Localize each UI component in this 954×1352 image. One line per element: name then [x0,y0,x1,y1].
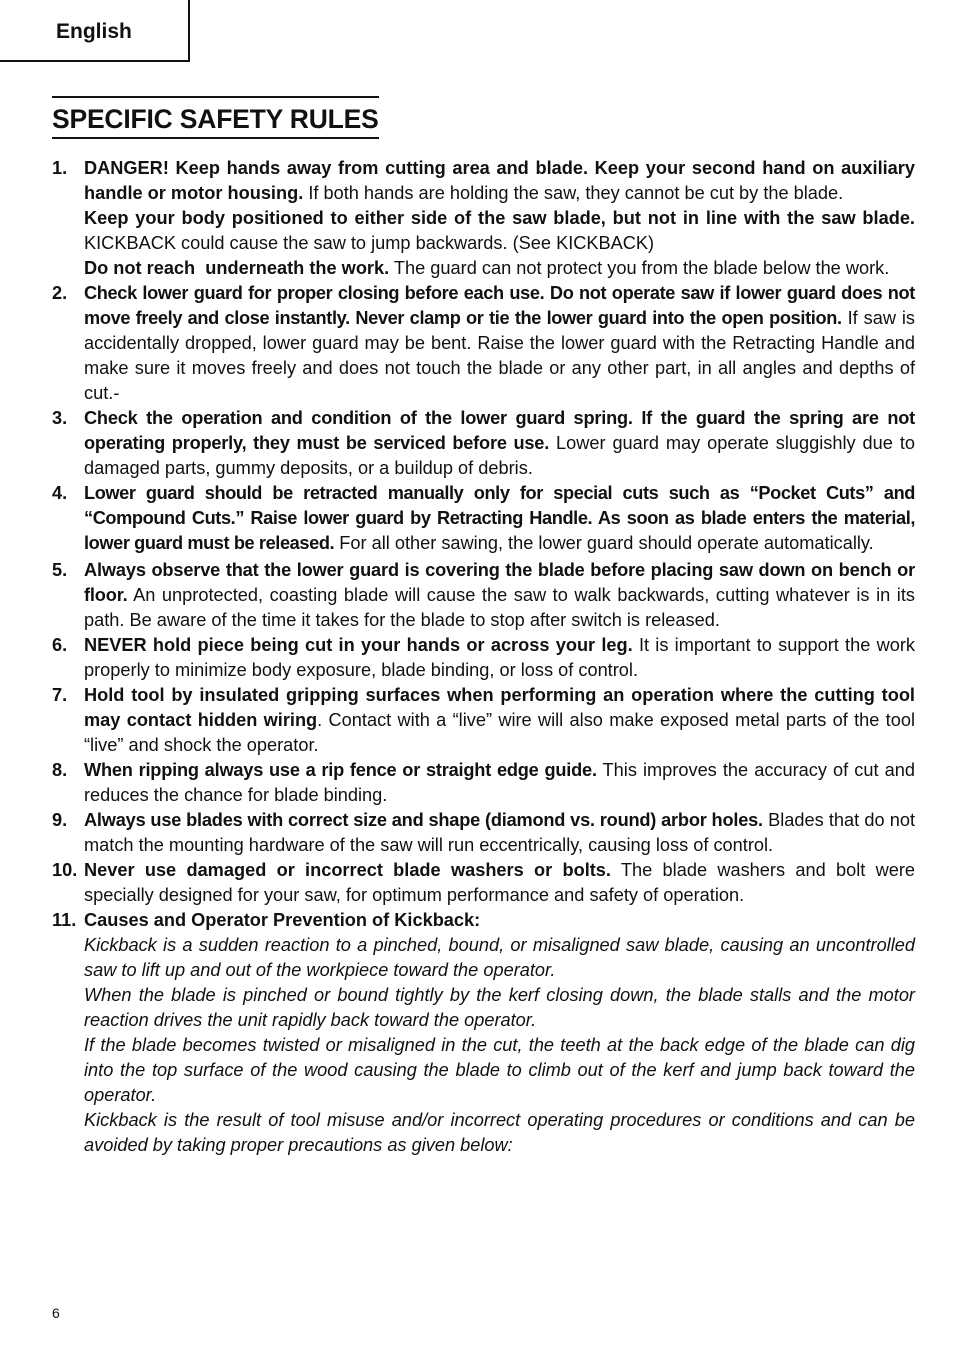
page-title: SPECIFIC SAFETY RULES [52,104,379,134]
rule-item-1 [52,156,915,281]
rule-bold-text: Never use damaged or incorrect blade washers or bolts. [84,860,611,880]
rule-text: The blade washers and bolt were specially designed for your saw, for optimum performance and safety of operation. [84,860,915,905]
rule-text: For all other sawing, the lower guard should operate automatically. [334,533,874,553]
rule-item-9 [52,808,915,858]
rule-text: The guard can not protect you from the blade below the work. [389,258,890,278]
safety-rules-list [52,156,915,1158]
rule-number: 5. [52,560,68,580]
rule-paragraph [84,858,915,908]
rule-item-10 [52,858,915,908]
rule-bold-text: Causes and Operator Prevention of Kickback: [84,910,481,930]
rule-number: 6. [52,635,68,655]
rule-number: 11. [52,910,77,930]
rule-paragraph [84,481,915,556]
kickback-italic-text: Kickback is the result of tool misuse and/or incorrect operating procedures or conditions and can be avoided by taking proper precautions as given below: [84,1110,915,1155]
rule-item-5 [52,558,915,633]
rule-bold-text: Always use blades with correct size and shape (diamond vs. round) arbor holes. [84,810,763,830]
rule-paragraph [84,758,915,808]
rule-bold-text: When ripping always use a rip fence or straight edge guide. [84,760,597,780]
rule-text: If saw is accidentally dropped, lower guard may be bent. Raise the lower guard with the Retracting Handle and make sure it moves freely and does not touch the blade or any other part, in all angles and depths of cut.- [84,308,915,403]
rule-item-8 [52,758,915,808]
language-label: English [56,20,132,43]
page-number: 6 [52,1305,60,1321]
rule-bold-text: Check the operation and condition of the lower guard spring. If the guard the spring are not operating properly, they must be serviced before use. [84,408,915,453]
kickback-italic-text: Kickback is a sudden reaction to a pinched, bound, or misaligned saw blade, causing an uncontrolled saw to lift up and out of the workpiece toward the operator. [84,935,915,980]
rule-text: . Contact with a “live” wire will also make exposed metal parts of the tool “live” and shock the operator. [84,710,915,755]
rule-paragraph [84,406,915,481]
rule-bold-text: Do not reach underneath the work. [84,258,390,278]
rule-item-11 [52,908,915,1158]
rule-text: Lower guard may operate sluggishly due to damaged parts, gummy deposits, or a buildup of debris. [84,433,915,478]
kickback-paragraph [84,1108,915,1158]
section-title-block [52,96,379,139]
rule-paragraph [84,683,915,758]
kickback-italic-text: When the blade is pinched or bound tightly by the kerf closing down, the blade stalls and the motor reaction drives the unit rapidly back toward the operator. [84,985,915,1030]
rule-number: 4. [52,483,68,503]
kickback-paragraph [84,933,915,983]
rule-paragraph [84,633,915,683]
rule-item-4 [52,481,915,556]
rule-number: 8. [52,760,68,780]
rule-number: 3. [52,408,68,428]
rule-text: It is important to support the work properly to minimize body exposure, blade binding, or loss of control. [84,635,915,680]
rule-bold-text: Lower guard should be retracted manually only for special cuts such as “Pocket Cuts” and “Compound Cuts.” Raise lower guard by Retracting Handle. As soon as blade enters the material, lower guard must be released. [84,483,915,553]
rule-text: KICKBACK could cause the saw to jump backwards. (See KICKBACK) [84,233,655,253]
kickback-italic-text: If the blade becomes twisted or misaligned in the cut, the teeth at the back edge of the blade can dig into the top surface of the wood causing the blade to climb out of the kerf and jump back toward the operator. [84,1035,915,1105]
rule-item-3 [52,406,915,481]
rule-text: This improves the accuracy of cut and reduces the chance for blade binding. [84,760,915,805]
rule-text: Blades that do not match the mounting hardware of the saw will run eccentrically, causing loss of control. [84,810,915,855]
rule-bold-text: NEVER hold piece being cut in your hands or across your leg. [84,635,633,655]
rule-number: 1. [52,158,68,178]
rule-number: 2. [52,283,68,303]
rule-paragraph [84,558,915,633]
rule-number: 9. [52,810,68,830]
rule-bold-text: Hold tool by insulated gripping surfaces when performing an operation where the cutting tool may contact hidden wiring [84,685,915,730]
rule-paragraph [84,256,915,281]
rule-text: If both hands are holding the saw, they cannot be cut by the blade. [303,183,844,203]
rule-paragraph [84,908,915,933]
rule-text: An unprotected, coasting blade will cause the saw to walk backwards, cutting whatever is in its path. Be aware of the time it takes for the blade to stop after switch is released. [84,585,915,630]
rule-number: 7. [52,685,68,705]
kickback-paragraph [84,983,915,1033]
language-tab [0,0,190,62]
rule-paragraph [84,808,915,858]
rule-bold-text: Always observe that the lower guard is covering the blade before placing saw down on bench or floor. [84,560,915,605]
rule-number: 10. [52,860,78,880]
rule-item-7 [52,683,915,758]
rule-bold-text: Check lower guard for proper closing before each use. Do not operate saw if lower guard does not move freely and close instantly. Never clamp or tie the lower guard into the open position. [84,283,915,328]
rule-bold-text: Keep your body positioned to either side of the saw blade, but not in line with the saw blade. [84,208,915,228]
rule-paragraph [84,281,915,406]
kickback-paragraph [84,1033,915,1108]
rule-item-2 [52,281,915,406]
rule-item-6 [52,633,915,683]
rule-paragraph [84,156,915,206]
rule-paragraph [84,206,915,256]
rule-bold-text: DANGER! Keep hands away from cutting area and blade. Keep your second hand on auxiliary handle or motor housing. [84,158,915,203]
